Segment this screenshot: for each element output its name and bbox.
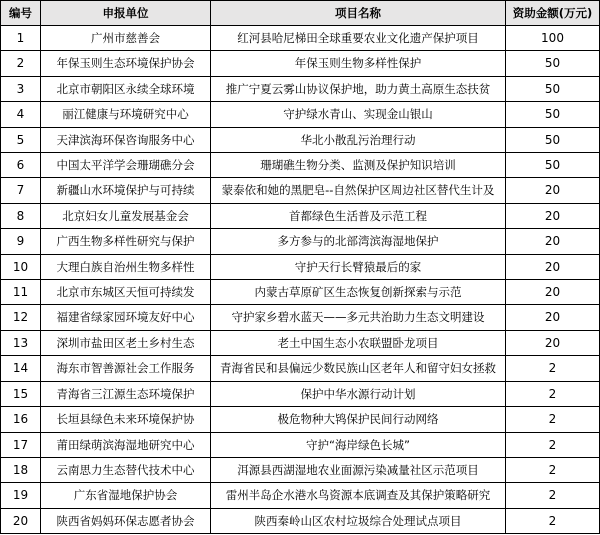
cell-unit: 广州市慈善会 — [41, 26, 211, 51]
cell-project: 保护中华水源行动计划 — [211, 381, 506, 406]
cell-num: 19 — [1, 483, 41, 508]
table-header — [1, 1, 600, 26]
cell-unit: 北京市朝阳区永续全球环境 — [41, 76, 211, 101]
table-row — [1, 127, 600, 152]
cell-project: 蒙泰依和她的黑肥皂--自然保护区周边社区替代生计及 — [211, 178, 506, 203]
header-num: 编号 — [1, 1, 41, 26]
cell-project: 陕西秦岭山区农村垃圾综合处理试点项目 — [211, 508, 506, 533]
cell-unit: 年保玉则生态环境保护协会 — [41, 51, 211, 76]
cell-amount: 50 — [506, 153, 600, 178]
table-row — [1, 203, 600, 228]
cell-project: 洱源县西湖湿地农业面源污染减量社区示范项目 — [211, 457, 506, 482]
cell-amount: 20 — [506, 330, 600, 355]
cell-num: 2 — [1, 51, 41, 76]
cell-unit: 大理白族自治州生物多样性 — [41, 254, 211, 279]
cell-unit: 海东市智善源社会工作服务 — [41, 356, 211, 381]
cell-amount: 50 — [506, 102, 600, 127]
table-row — [1, 407, 600, 432]
cell-project: 推广宁夏云雾山协议保护地，助力黄土高原生态扶贫 — [211, 76, 506, 101]
cell-amount: 2 — [506, 483, 600, 508]
table-row — [1, 229, 600, 254]
cell-project: 红河县哈尼梯田全球重要农业文化遗产保护项目 — [211, 26, 506, 51]
header-row — [1, 1, 600, 26]
cell-amount: 20 — [506, 280, 600, 305]
cell-num: 5 — [1, 127, 41, 152]
cell-unit: 天津滨海环保咨询服务中心 — [41, 127, 211, 152]
cell-project: 内蒙古草原矿区生态恢复创新探索与示范 — [211, 280, 506, 305]
cell-unit: 长垣县绿色未来环境保护协 — [41, 407, 211, 432]
cell-project: 珊瑚礁生物分类、监测及保护知识培训 — [211, 153, 506, 178]
cell-num: 7 — [1, 178, 41, 203]
cell-amount: 2 — [506, 356, 600, 381]
cell-unit: 福建省绿家园环境友好中心 — [41, 305, 211, 330]
cell-amount: 50 — [506, 51, 600, 76]
cell-project: 雷州半岛企水港水鸟资源本底调查及其保护策略研究 — [211, 483, 506, 508]
cell-unit: 深圳市盐田区老土乡村生态 — [41, 330, 211, 355]
table-row — [1, 280, 600, 305]
cell-num: 4 — [1, 102, 41, 127]
cell-unit: 青海省三江源生态环境保护 — [41, 381, 211, 406]
table-row — [1, 254, 600, 279]
cell-unit: 广西生物多样性研究与保护 — [41, 229, 211, 254]
cell-num: 18 — [1, 457, 41, 482]
header-unit: 申报单位 — [41, 1, 211, 26]
cell-unit: 北京市东城区天恒可持续发 — [41, 280, 211, 305]
cell-amount: 2 — [506, 432, 600, 457]
table-row — [1, 102, 600, 127]
table-row — [1, 26, 600, 51]
cell-num: 12 — [1, 305, 41, 330]
table-row — [1, 153, 600, 178]
cell-project: 守护天行长臂猿最后的家 — [211, 254, 506, 279]
cell-unit: 中国太平洋学会珊瑚礁分会 — [41, 153, 211, 178]
cell-project: 华北小散乱污治理行动 — [211, 127, 506, 152]
cell-num: 3 — [1, 76, 41, 101]
table-row — [1, 178, 600, 203]
cell-unit: 新疆山水环境保护与可持续 — [41, 178, 211, 203]
cell-unit: 丽江健康与环境研究中心 — [41, 102, 211, 127]
cell-num: 6 — [1, 153, 41, 178]
table-row — [1, 330, 600, 355]
cell-amount: 20 — [506, 305, 600, 330]
cell-amount: 100 — [506, 26, 600, 51]
cell-num: 13 — [1, 330, 41, 355]
cell-project: 守护“海岸绿色长城” — [211, 432, 506, 457]
cell-num: 16 — [1, 407, 41, 432]
table-row — [1, 356, 600, 381]
cell-num: 10 — [1, 254, 41, 279]
cell-project: 青海省民和县偏远少数民族山区老年人和留守妇女拯救 — [211, 356, 506, 381]
cell-unit: 云南思力生态替代技术中心 — [41, 457, 211, 482]
table-row — [1, 381, 600, 406]
cell-amount: 2 — [506, 407, 600, 432]
cell-amount: 2 — [506, 381, 600, 406]
cell-unit: 莆田绿萌滨海湿地研究中心 — [41, 432, 211, 457]
cell-amount: 20 — [506, 178, 600, 203]
table-row — [1, 508, 600, 533]
cell-project: 多方参与的北部湾滨海湿地保护 — [211, 229, 506, 254]
cell-num: 8 — [1, 203, 41, 228]
cell-project: 守护绿水青山、实现金山银山 — [211, 102, 506, 127]
cell-amount: 20 — [506, 254, 600, 279]
header-project: 项目名称 — [211, 1, 506, 26]
table-body — [1, 26, 600, 534]
cell-amount: 50 — [506, 127, 600, 152]
cell-amount: 20 — [506, 229, 600, 254]
cell-unit: 广东省湿地保护协会 — [41, 483, 211, 508]
cell-num: 17 — [1, 432, 41, 457]
cell-unit: 北京妇女儿童发展基金会 — [41, 203, 211, 228]
cell-num: 9 — [1, 229, 41, 254]
cell-num: 20 — [1, 508, 41, 533]
cell-num: 14 — [1, 356, 41, 381]
cell-project: 守护家乡碧水蓝天——多元共治助力生态文明建设 — [211, 305, 506, 330]
cell-project: 极危物种大鸨保护民间行动网络 — [211, 407, 506, 432]
cell-project: 年保玉则生物多样性保护 — [211, 51, 506, 76]
cell-amount: 2 — [506, 508, 600, 533]
table-row — [1, 51, 600, 76]
table-row — [1, 76, 600, 101]
cell-num: 1 — [1, 26, 41, 51]
cell-num: 15 — [1, 381, 41, 406]
cell-project: 老土中国生态小农联盟卧龙项目 — [211, 330, 506, 355]
cell-unit: 陕西省妈妈环保志愿者协会 — [41, 508, 211, 533]
header-amount: 资助金额(万元) — [506, 1, 600, 26]
cell-amount: 50 — [506, 76, 600, 101]
cell-amount: 20 — [506, 203, 600, 228]
cell-num: 11 — [1, 280, 41, 305]
table-row — [1, 305, 600, 330]
table-row — [1, 457, 600, 482]
table-row — [1, 432, 600, 457]
table-row — [1, 483, 600, 508]
cell-project: 首都绿色生活普及示范工程 — [211, 203, 506, 228]
cell-amount: 2 — [506, 457, 600, 482]
